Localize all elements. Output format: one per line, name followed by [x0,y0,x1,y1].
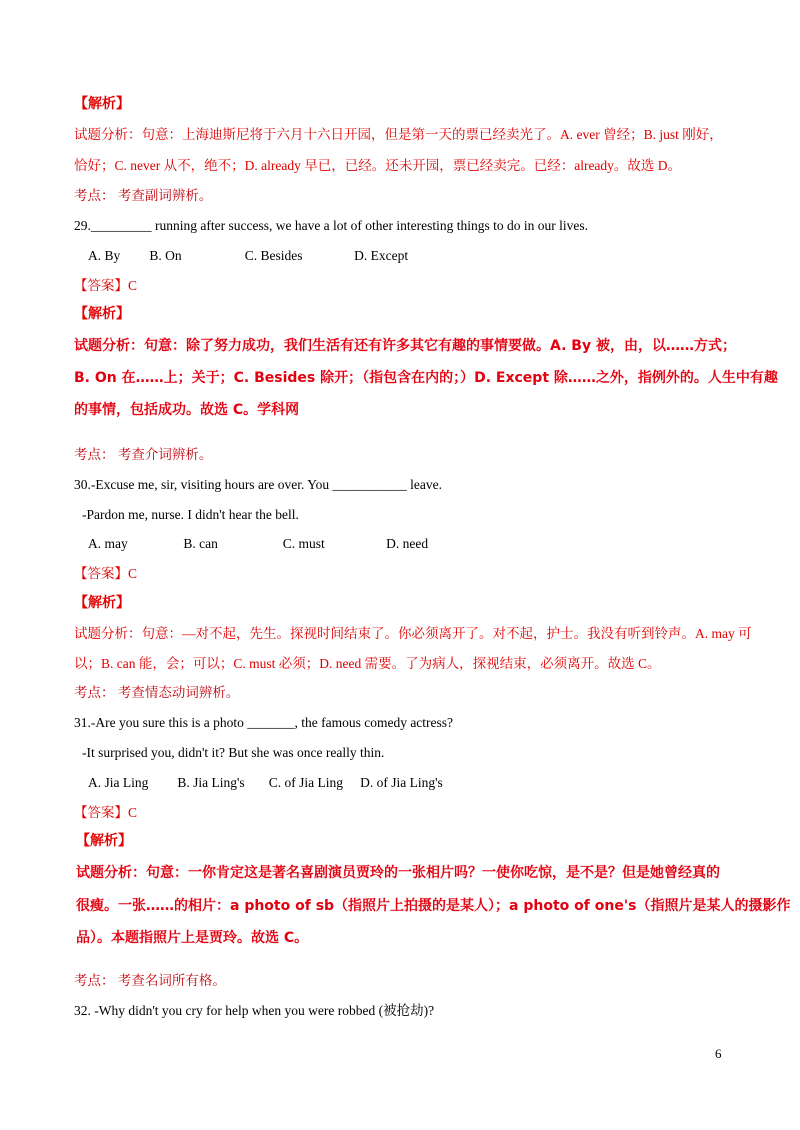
q31-question-line-2: -It surprised you, didn't it? But she was once really thin. [82,745,385,760]
q29-answer: 【答案】C [74,278,138,293]
q31-answer: 【答案】C [74,805,138,820]
q30-options [88,535,428,553]
q30-answer: 【答案】C [74,566,138,581]
q31-analysis-line-2: 很瘦。一张……的相片：a photo of sb（指照片上拍摄的是某人）；a photo of one's（指照片是某人的摄影作 [76,898,791,914]
q29-option-b: B. On [149,248,182,263]
q29-kaodian: 考点： 考查介词辨析。 [74,447,213,462]
q31-options [88,774,443,792]
q29-options [88,247,408,265]
q31-analysis-line-1: 试题分析：句意：一你肯定这是著名喜剧演员贾玲的一张相片吗？一使你吃惊，是不是？但是她曾经真的 [76,865,720,881]
q31-option-b: B. Jia Ling's [177,775,245,790]
q29-option-c: C. Besides [244,248,303,263]
q31-analysis-line-3: 品）。本题指照片上是贾玲。故选 C。 [76,930,309,946]
page-number: 6 [715,1046,722,1061]
q30-option-b: B. can [183,536,218,551]
q29-option-a: A. By [88,248,121,263]
q32-question: 32. -Why didn't you cry for help when you were robbed (被抢劫)? [74,1003,435,1018]
q30-option-c: C. must [282,536,325,551]
q28-kaodian: 考点： 考查副词辨析。 [74,188,213,203]
q28-analysis-line-2: 恰好；C. never 从不，绝不；D. already 早已，已经。还未开园，票已经卖完。已经：already。故选 D。 [74,158,682,173]
q30-question-line-2: -Pardon me, nurse. I didn't hear the bell. [82,507,299,522]
q29-option-d: D. Except [354,248,409,263]
q31-analysis-label: 【解析】 [76,834,132,849]
q30-option-d: D. need [386,536,429,551]
q31-question-line-1: 31.-Are you sure this is a photo _______, the famous comedy actress? [74,715,454,730]
q29-analysis-line-1: 试题分析：句意：除了努力成功，我们生活有还有许多其它有趣的事情要做。A. By 被，由，以……方式； [74,338,736,354]
q30-analysis-line-2: 以；B. can 能，会；可以；C. must 必须；D. need 需要。了为病人，探视结束，必须离开。故选 C。 [74,656,661,671]
q30-analysis-line-1: 试题分析：句意：—对不起，先生。探视时间结束了。你必须离开了。对不起，护士。我没有听到铃声。A. may 可 [74,626,752,641]
q30-question-line-1: 30.-Excuse me, sir, visiting hours are over. You ___________ leave. [74,477,443,492]
q31-option-d: D. of Jia Ling's [360,775,443,790]
q31-option-a: A. Jia Ling [88,775,149,790]
q30-analysis-label: 【解析】 [74,596,130,611]
q29-analysis-line-3: 的事情，包括成功。故选 C。学科网 [74,402,300,418]
q30-kaodian: 考点： 考查情态动词辨析。 [74,685,240,700]
q29-question: 29._________ running after success, we have a lot of other interesting things to do in our lives. [74,218,589,233]
q29-analysis-line-2: B. On 在……上；关于；C. Besides 除开；（指包含在内的；）D. Except 除……之外，指例外的。人生中有趣 [74,370,778,386]
q29-analysis-label: 【解析】 [74,307,130,322]
q31-kaodian: 考点： 考查名词所有格。 [74,973,226,988]
q31-option-c: C. of Jia Ling [268,775,343,790]
q28-analysis-line-1: 试题分析：句意：上海迪斯尼将于六月十六日开园，但是第一天的票已经卖光了。A. ever 曾经；B. just 刚好， [74,127,723,142]
q30-option-a: A. may [88,536,128,551]
q28-analysis-label: 【解析】 [74,97,130,112]
